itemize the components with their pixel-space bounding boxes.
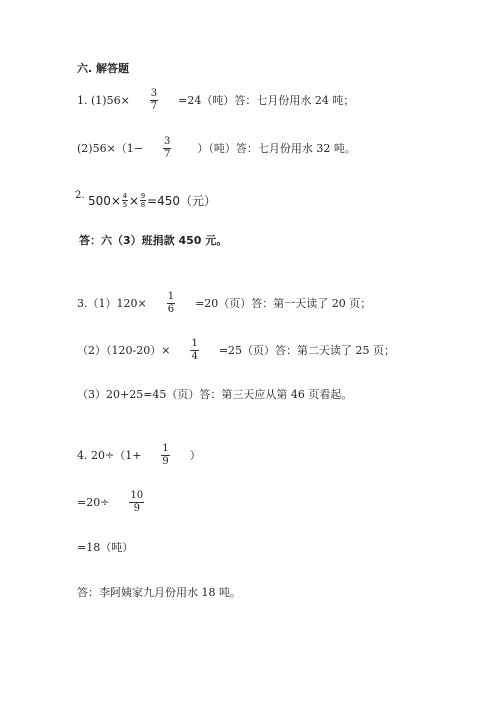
- fraction-numerator: 1: [162, 443, 169, 454]
- q4-answer: 答：李阿姨家九月份用水 18 吨。: [77, 586, 241, 599]
- q3-line1-prefix: 3.（1）120×: [77, 296, 147, 310]
- q2-expression: [88, 192, 216, 209]
- q2-fraction-2: [140, 192, 146, 209]
- q1-line1-prefix: 1. (1)56×: [77, 93, 130, 107]
- q3-line2-prefix: （2）（120-20）×: [77, 343, 171, 357]
- q3-line2-suffix: =25（页）答：第二天读了 25 页；: [218, 343, 396, 357]
- fraction-numerator: 9: [140, 192, 146, 200]
- q1-line2: [77, 136, 356, 161]
- fraction-denominator: 7: [164, 149, 171, 160]
- fraction-numerator: 10: [130, 490, 144, 501]
- q2-times: ×: [128, 193, 140, 208]
- fraction-denominator: 7: [150, 101, 158, 112]
- q4-line2: [77, 490, 146, 515]
- fraction-numerator: 1: [167, 291, 175, 302]
- q3-line2-fraction: [190, 338, 198, 363]
- q2-number: 2.: [75, 190, 85, 201]
- fraction-numerator: 3: [164, 136, 171, 147]
- q1-line1: [77, 88, 354, 113]
- q2-fraction-1: [122, 192, 128, 209]
- q4-line1-prefix: 4. 20÷（1+: [77, 448, 142, 462]
- q2-expr-end: =450（元）: [147, 193, 216, 208]
- q1-line2-suffix: ）（吨）答：七月份用水 32 吨。: [197, 141, 356, 155]
- q3-line1: [77, 291, 371, 316]
- q3-line1-suffix: =20（页）答：第一天读了 20 页；: [195, 296, 372, 310]
- q1-line1-fraction: [150, 88, 158, 113]
- q4-line2-prefix: =20÷: [77, 495, 110, 509]
- q4-line2-fraction: [129, 490, 144, 515]
- fraction-numerator: 1: [191, 338, 198, 349]
- fraction-denominator: 5: [122, 201, 128, 209]
- q4-line1-suffix: ）: [189, 448, 201, 462]
- q1-line2-prefix: (2)56×（1−: [77, 141, 144, 155]
- q4-line1: [77, 443, 201, 468]
- q1-line2-fraction: [163, 136, 171, 161]
- q4-line1-fraction: [161, 443, 169, 468]
- fraction-numerator: 3: [150, 88, 158, 99]
- q4-line3: =18（吨）: [77, 541, 134, 554]
- fraction-denominator: 9: [162, 456, 169, 467]
- q2-answer: 答：六（3）班捐款 450 元。: [79, 234, 228, 247]
- q2-expr-start: 500×: [88, 193, 121, 208]
- fraction-denominator: 8: [140, 201, 146, 209]
- fraction-denominator: 6: [167, 304, 175, 315]
- q3-line2: [77, 338, 395, 363]
- q3-line3: （3）20+25=45（页）答：第三天应从第 46 页看起。: [77, 388, 353, 401]
- q3-line1-fraction: [167, 291, 175, 316]
- fraction-numerator: 4: [122, 192, 128, 200]
- q1-line1-suffix: =24（吨）答：七月份用水 24 吨；: [178, 93, 355, 107]
- fraction-denominator: 4: [191, 351, 198, 362]
- fraction-denominator: 9: [133, 503, 140, 514]
- section-heading: 六. 解答题: [77, 62, 130, 75]
